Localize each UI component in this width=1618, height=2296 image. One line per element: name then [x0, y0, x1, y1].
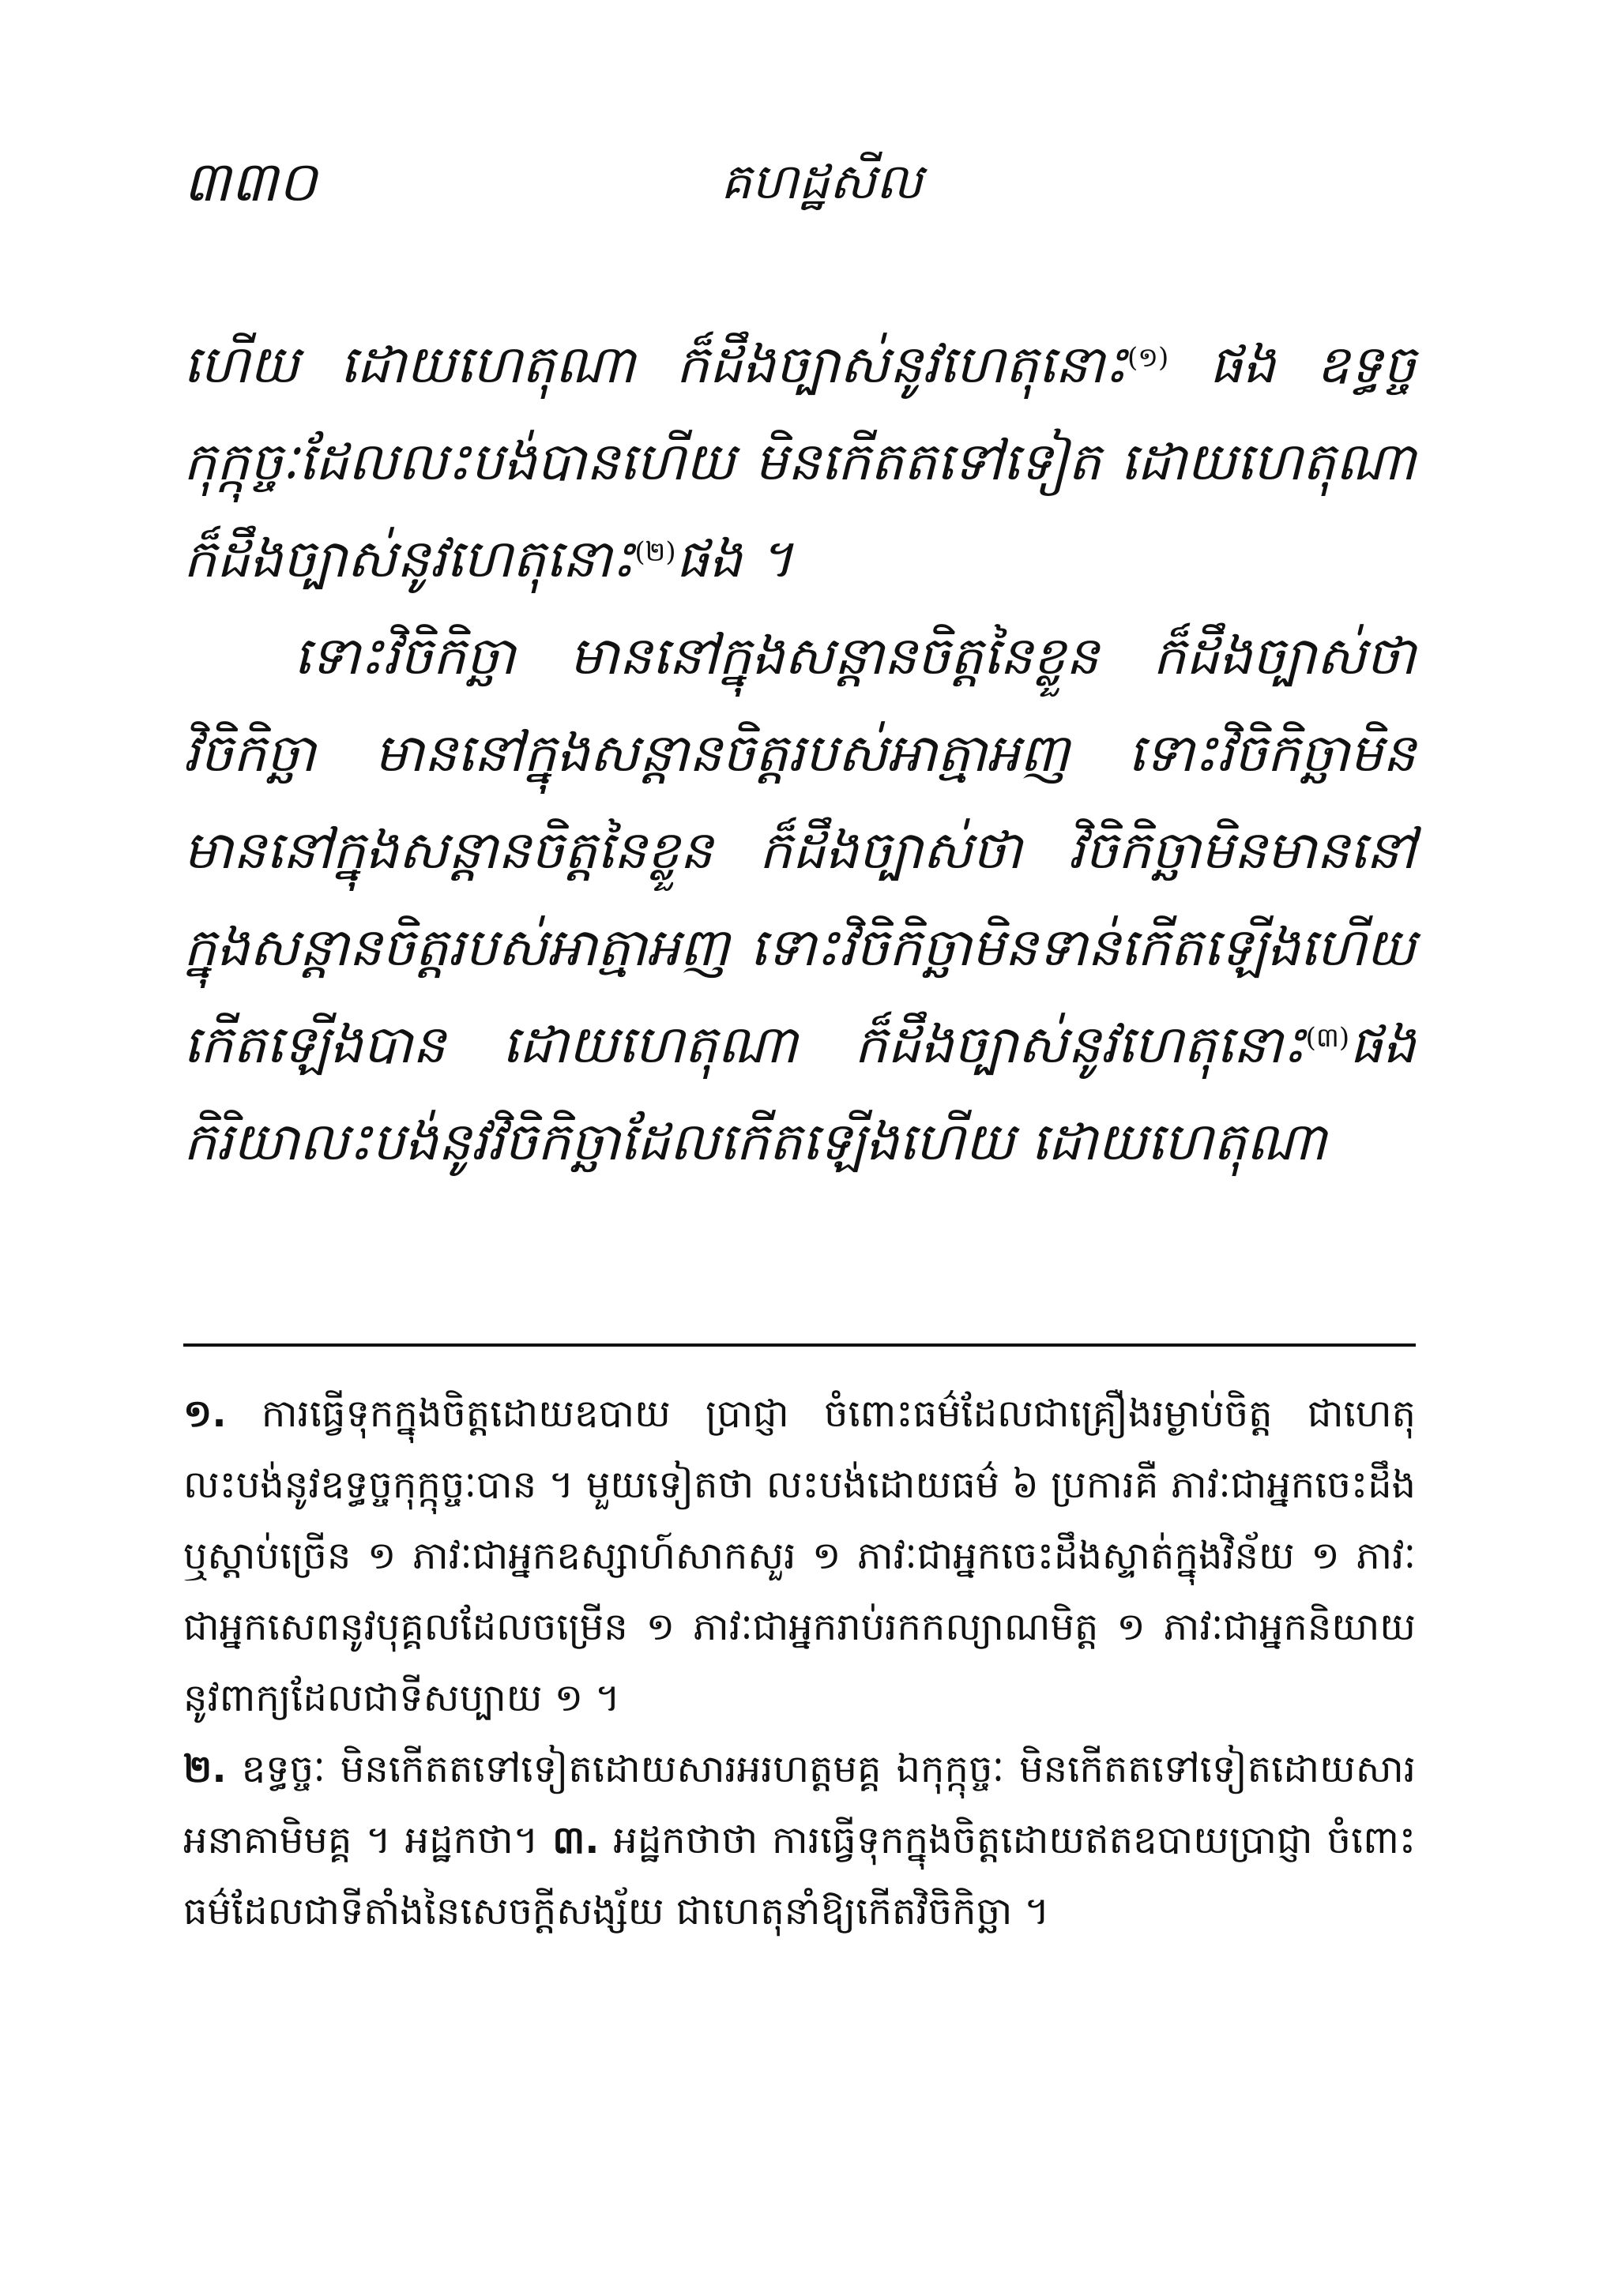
paragraph-1-text-b: ផង ឧទ្ធច្ចកុក្កុច្ចៈដែលលះបង់បានហើយ មិនកើតតទៅទៀត ដោយហេតុណា ក៏ដឹងច្បាស់នូវហេតុនោះ [183, 334, 1416, 589]
page-number: ៣៣០ [183, 149, 318, 214]
main-text [183, 316, 1416, 1190]
footnote-2-3 [183, 1734, 1416, 1947]
page-header [183, 142, 1416, 237]
footnote-3-number: ៣. [552, 1818, 600, 1862]
footnote-ref-2[interactable]: (២) [634, 536, 676, 568]
footnote-ref-3[interactable]: (៣) [1305, 1022, 1350, 1054]
footnote-divider [183, 1343, 1416, 1347]
footnote-ref-1[interactable]: (១) [1127, 342, 1169, 374]
paragraph-2 [183, 607, 1416, 1190]
footnotes [183, 1378, 1416, 1947]
paragraph-1-text-c: ផង ។ [675, 528, 793, 589]
paragraph-2-text-a: ទោះវិចិកិច្ឆា មាននៅក្នុងសន្តានចិត្តនៃខ្លួន ក៏ដឹងច្បាស់ថា វិចិកិច្ឆា មាននៅក្នុងសន្តានចិត្តរបស់អាត្មាអញ ទោះវិចិកិច្ឆាមិនមាននៅក្នុងសន្តានចិត្តនៃខ្លួន ក៏ដឹងច្បាស់ថា វិចិកិច្ឆាមិនមាននៅក្នុងសន្តានចិត្តរបស់អាត្មាអញ ទោះវិចិកិច្ឆាមិនទាន់កើតឡើងហើយកើតឡើងបាន ដោយហេតុណា ក៏ដឹងច្បាស់នូវហេតុនោះ [183, 626, 1416, 1075]
footnote-2-number: ២. [183, 1747, 227, 1791]
footnote-1 [183, 1378, 1416, 1734]
running-title: គហដ្ឋសីល [721, 152, 923, 210]
paragraph-1 [183, 316, 1416, 607]
footnote-1-text: ការធ្វើទុកក្នុងចិត្តដោយឧបាយ ប្រាជ្ញា ចំពោះធម៌ដែលជាគ្រឿងរម្ងាប់ចិត្ត ជាហេតុលះបង់នូវឧទ្ធច្ចកុក្កុច្ចៈបាន ។ មួយទៀតថា លះបង់ដោយធម៌ ៦ ប្រការគឺ ភាវៈជាអ្នកចេះដឹង ឬស្ដាប់ច្រើន ១ ភាវៈជាអ្នកឧស្សាហ៍សាកសួរ ១ ភាវៈជាអ្នកចេះដឹងស្ទាត់ក្នុងវិន័យ ១ ភាវៈជាអ្នកសេពនូវបុគ្គលដែលចម្រើន ១ ភាវៈជាអ្នករាប់រកកល្យាណមិត្ត ១ ភាវៈជាអ្នកនិយាយនូវពាក្យដែលជាទីសប្បាយ ១ ។ [183, 1392, 1416, 1720]
footnote-2-text: ឧទ្ធច្ចៈ មិនកើតតទៅទៀតដោយសារអរហត្តមគ្គ ឯកុក្កុច្ចៈ មិនកើតតទៅទៀតដោយសារអនាគាមិមគ្គ ។ អដ្ឋកថា។ [183, 1747, 1416, 1862]
paragraph-1-text-a: ហើយ ដោយហេតុណា ក៏ដឹងច្បាស់នូវហេតុនោះ [183, 334, 1128, 395]
footnote-1-number: ១. [183, 1392, 227, 1436]
paragraph-2-text-b: ផង កិរិយាលះបង់នូវវិចិកិច្ឆាដែលកើតឡើងហើយ ដោយហេតុណា [183, 1014, 1416, 1172]
footnote-3-text: អដ្ឋកថាថា ការធ្វើទុកក្នុងចិត្តដោយឥតឧបាយប្រាជ្ញា ចំពោះធម៌ដែលជាទីតាំងនៃសេចក្ដីសង្ស័យ ជាហេតុនាំឱ្យកើតវិចិកិច្ឆា ។ [183, 1818, 1416, 1933]
